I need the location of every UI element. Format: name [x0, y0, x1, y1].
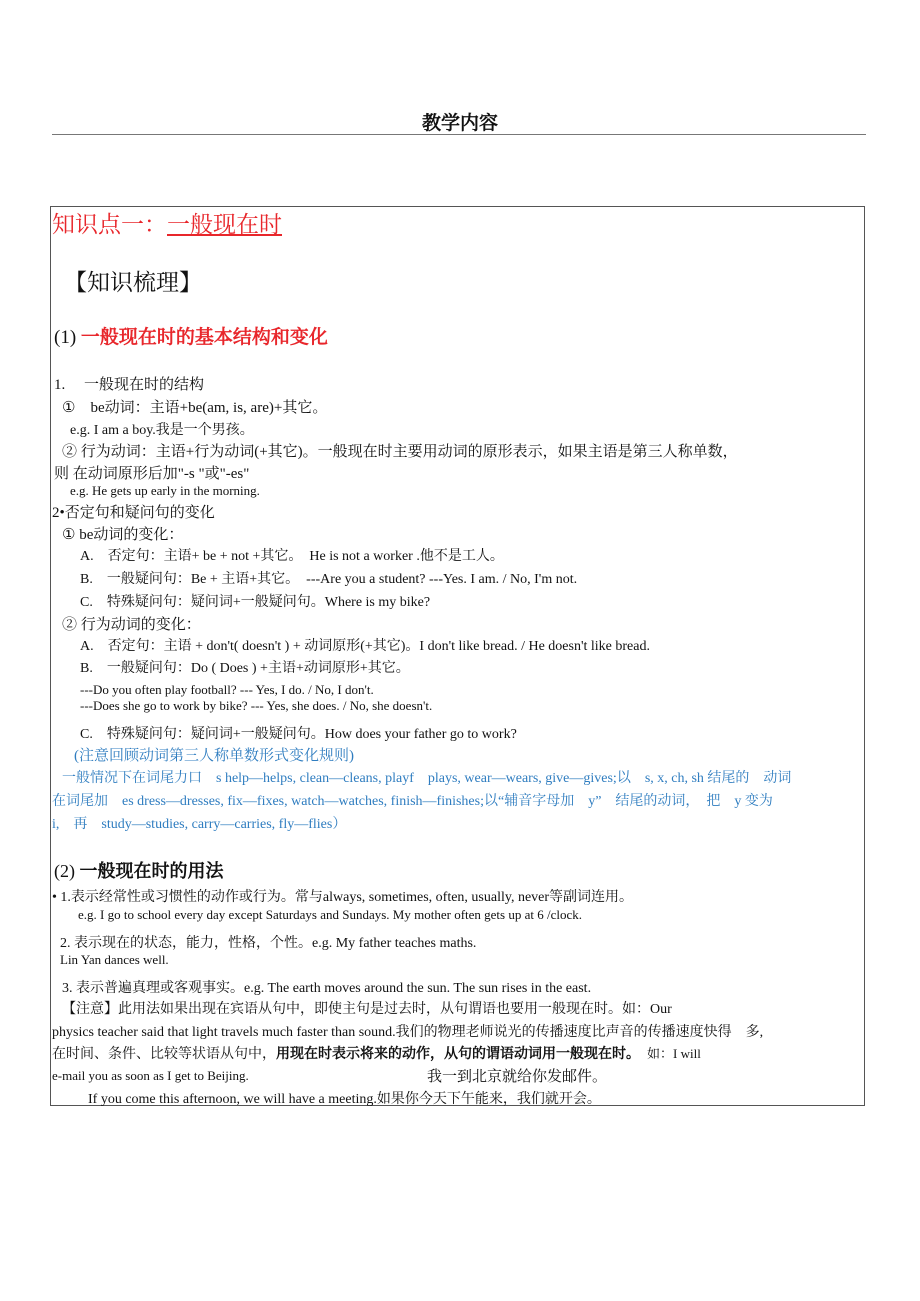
negation-heading: 2•否定句和疑问句的变化	[52, 505, 215, 521]
knowledge-point-prefix: 知识点一：	[52, 212, 167, 237]
structure-line-1: 1. 一般现在时的结构	[54, 377, 205, 393]
action-example-2: ---Does she go to work by bike? --- Yes, she does. / No, she doesn't.	[80, 698, 433, 713]
part1-number: (1)	[54, 327, 77, 348]
usage-2: 2. 表示现在的状态，能力，性格，个性。e.g. My father teaches maths.	[60, 936, 477, 951]
section-label: 【知识梳理】	[64, 270, 202, 295]
usage-note-3-start: 在时间、条件、比较等状语从句中，	[52, 1047, 276, 1062]
structure-example-2: e.g. He gets up early in the morning.	[70, 483, 260, 498]
usage-note-example-en: e-mail you as soon as I get to Beijing.	[52, 1068, 249, 1083]
be-question: B. 一般疑问句：Be + 主语+其它。 ---Are you a student? ---Yes. I am. / No, I'm not.	[80, 572, 578, 587]
usage-note-3-end: 如：I will	[647, 1046, 701, 1061]
title-divider	[52, 134, 866, 135]
part1-heading	[54, 322, 328, 349]
usage-1: • 1.表示经常性或习惯性的动作或行为。常与always, sometimes, often, usually, never等副词连用。	[52, 890, 634, 905]
structure-line-3: ② 行为动词：主语+行为动词(+其它)。一般现在时主要用动词的原形表示，如果主语是第三人称单数，	[62, 444, 738, 460]
knowledge-point-heading	[52, 206, 282, 239]
usage-2-example: Lin Yan dances well.	[60, 952, 169, 967]
be-wh-question: C. 特殊疑问句：疑问词+一般疑问句。Where is my bike?	[80, 595, 431, 610]
page-title: 教学内容	[421, 113, 498, 134]
part2-title: 一般现在时的用法	[79, 861, 224, 881]
third-person-rule-3: i, 再 study—studies, carry—carries, fly—flies）	[52, 817, 347, 832]
part1-title: 一般现在时的基本结构和变化	[80, 327, 328, 348]
action-negative: A. 否定句：主语 + don't( doesn't ) + 动词原形(+其它)。I don't like bread. / He doesn't like bread.	[80, 639, 650, 654]
action-question: B. 一般疑问句：Do ( Does ) +主语+动词原形+其它。	[80, 661, 410, 676]
usage-note-example-2: If you come this afternoon, we will have a meeting.如果你今天下午能来，我们就开会。	[88, 1092, 601, 1107]
structure-line-4: 则 在动词原形后加"-s "或"-es"	[54, 466, 250, 482]
usage-3: 3. 表示普遍真理或客观事实。e.g. The earth moves around the sun. The sun rises in the east.	[62, 981, 592, 996]
usage-1-example: e.g. I go to school every day except Saturdays and Sundays. My mother often gets up at 6 /clock.	[78, 907, 582, 922]
usage-note-1: 【注意】此用法如果出现在宾语从句中，即使主句是过去时，从句谓语也要用一般现在时。如：Our	[62, 1002, 672, 1017]
action-example-1: ---Do you often play football? --- Yes, I do. / No, I don't.	[80, 682, 374, 697]
usage-note-2: physics teacher said that light travels much faster than sound.我们的物理老师说光的传播速度比声音的传播速度快得 多,	[52, 1025, 764, 1040]
action-verb-heading: ② 行为动词的变化：	[62, 617, 201, 633]
third-person-rule-1: 一般情况下在词尾力口 s help—helps, clean—cleans, playf plays, wear—wears, give—gives;以 s, x, ch, sh 结尾的 动词	[62, 771, 792, 786]
structure-line-2: ① be动词：主语+be(am, is, are)+其它。	[62, 400, 328, 416]
knowledge-point-topic: 一般现在时	[167, 212, 282, 237]
usage-note-3	[52, 1043, 701, 1063]
be-negative: A. 否定句：主语+ be + not +其它。 He is not a worker .他不是工人。	[80, 549, 504, 564]
part2-number: (2)	[54, 861, 75, 881]
part2-heading	[54, 857, 224, 883]
usage-note-example-zh: 我一到北京就给你发邮件。	[427, 1069, 608, 1085]
usage-note-3-bold: 用现在时表示将来的动作，从句的谓语动词用一般现在时。	[276, 1047, 633, 1062]
be-verb-heading: ① be动词的变化：	[62, 527, 184, 543]
structure-example-1: e.g. I am a boy.我是一个男孩。	[70, 423, 254, 438]
action-wh-question: C. 特殊疑问句：疑问词+一般疑问句。How does your father go to work?	[80, 727, 517, 742]
third-person-note: (注意回顾动词第三人称单数形式变化规则)	[74, 748, 354, 764]
third-person-rule-2: 在词尾加 es dress—dresses, fix—fixes, watch—watches, finish—finishes;以“辅音字母加 y” 结尾的动词， 把 y 变为	[52, 794, 773, 809]
